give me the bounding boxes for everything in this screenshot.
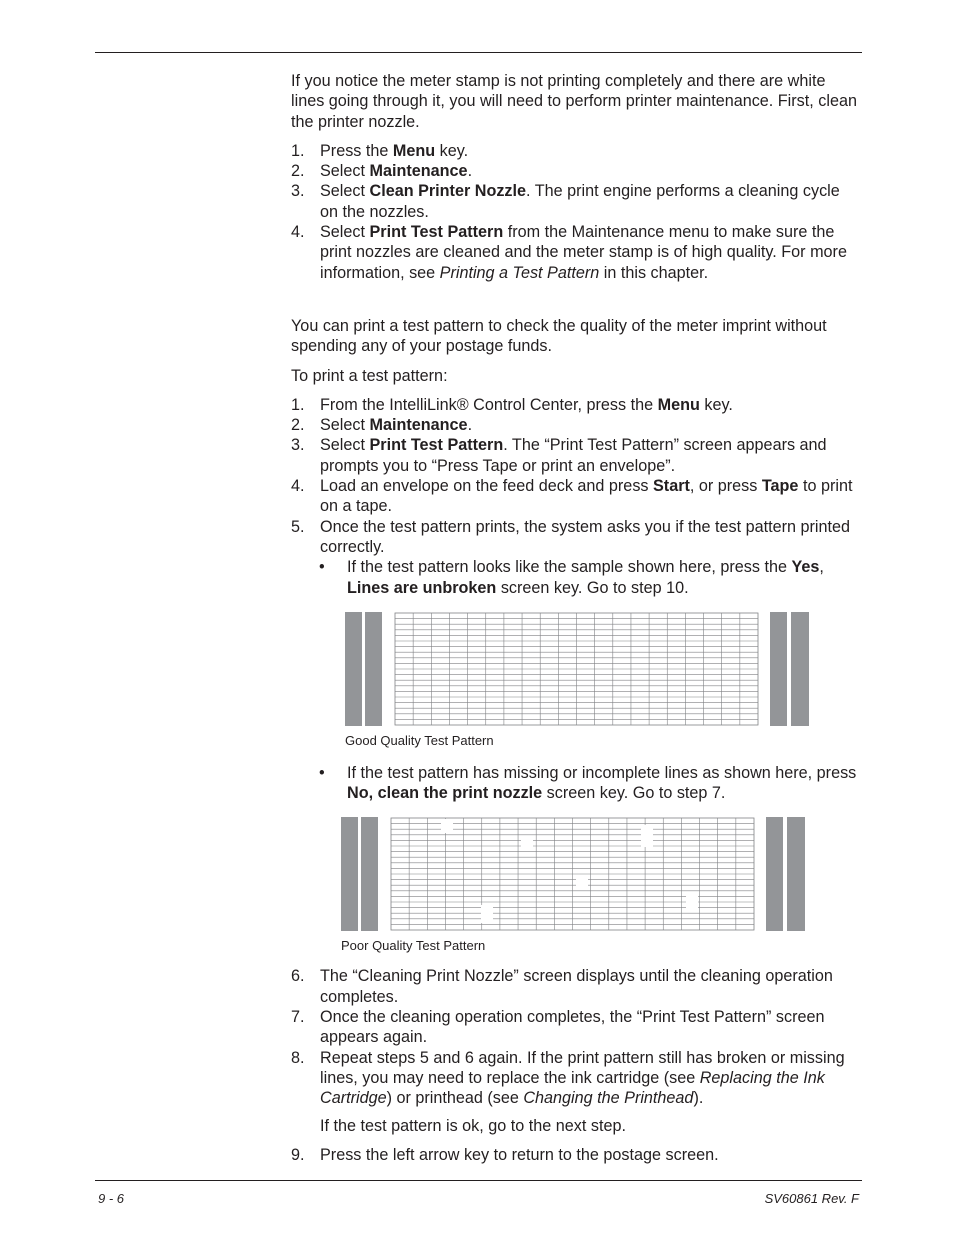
page-number: 9 - 6 (98, 1191, 125, 1206)
pattern-band (365, 612, 382, 726)
pattern-band (766, 817, 783, 931)
pattern-band (345, 612, 362, 726)
pattern-band (770, 612, 787, 726)
missing-line-gap (481, 905, 493, 923)
document-id: SV60861 Rev. F (764, 1191, 859, 1206)
list-item: 2. Select Maintenance. (291, 416, 473, 435)
list-item: 3. Select Clean Printer Nozzle. The print engine performs a cleaning cycle on the nozzles. (291, 182, 840, 221)
list-item: 3. Select Print Test Pattern. The “Print Test Pattern” screen appears and prompts you to “Press Tape or print an envelope”. (291, 436, 827, 475)
good-pattern-caption: Good Quality Test Pattern (345, 732, 494, 748)
list-item: 1. Press the Menu key. (291, 141, 469, 160)
bullet-poor: • If the test pattern has missing or incomplete lines as shown here, press No, clean the print nozzle screen key. Go to step 7. (319, 763, 857, 803)
pattern-band (341, 817, 358, 931)
missing-line-gap (576, 877, 588, 889)
pattern-band (787, 817, 805, 931)
bottom-rule (95, 1180, 862, 1181)
list-item: 7. Once the cleaning operation completes, the “Print Test Pattern” screen appears again. (291, 1008, 825, 1047)
poor-pattern-caption: Poor Quality Test Pattern (341, 938, 486, 954)
intro-paragraph: If you notice the meter stamp is not printing completely and there are white lines going through it, you will need to perform printer maintenance. First, clean the printer nozzle. (291, 72, 857, 131)
list-item: 9. Press the left arrow key to return to the postage screen. (291, 1145, 719, 1164)
good-pattern-figure (345, 612, 861, 749)
list-item: 5. Once the test pattern prints, the system asks you if the test pattern printed correctly. (291, 517, 850, 556)
missing-line-gap (521, 837, 533, 847)
missing-line-gap (441, 819, 453, 833)
final-steps (291, 966, 861, 1108)
missing-line-gap (686, 892, 698, 908)
list-item: 2. Select Maintenance. (291, 162, 473, 181)
poor-pattern-figure (341, 817, 861, 954)
good-test-pattern-image (345, 612, 811, 726)
poor-test-pattern-image (341, 817, 807, 931)
clean-nozzle-steps (291, 141, 861, 283)
list-item: 6. The “Cleaning Print Nozzle” screen displays until the cleaning operation completes. (291, 967, 833, 1006)
missing-line-gap (641, 825, 653, 847)
pattern-band (361, 817, 378, 931)
bullet-good: • If the test pattern looks like the sample shown here, press the Yes, Lines are unbroken screen key. Go to step 10. (319, 558, 824, 597)
top-rule (95, 52, 862, 53)
test-pattern-steps (291, 395, 861, 557)
test-pattern-paragraph: You can print a test pattern to check the quality of the meter imprint without spending any of your postage funds. (291, 316, 827, 356)
step8-note: If the test pattern is ok, go to the next step. (320, 1116, 626, 1135)
list-item: 1. From the IntelliLink® Control Center, press the Menu key. (291, 395, 733, 414)
list-item: 4. Load an envelope on the feed deck and press Start, or press Tape to print on a tape. (291, 477, 853, 516)
test-pattern-lead: To print a test pattern: (291, 366, 448, 385)
last-step (291, 1145, 861, 1165)
list-item: 8. Repeat steps 5 and 6 again. If the print pattern still has broken or missing lines, you may need to replace the ink cartridge (see Replacing the Ink Cartridge) or printhead (see Changing the Printhead). (291, 1048, 845, 1108)
pattern-band (791, 612, 809, 726)
list-item: 4. Select Print Test Pattern from the Maintenance menu to make sure the print nozzles are cleaned and the meter stamp is of high quality. For more information, see Printing a Test Pattern in this chapter. (291, 223, 847, 282)
main-content (291, 71, 861, 1165)
